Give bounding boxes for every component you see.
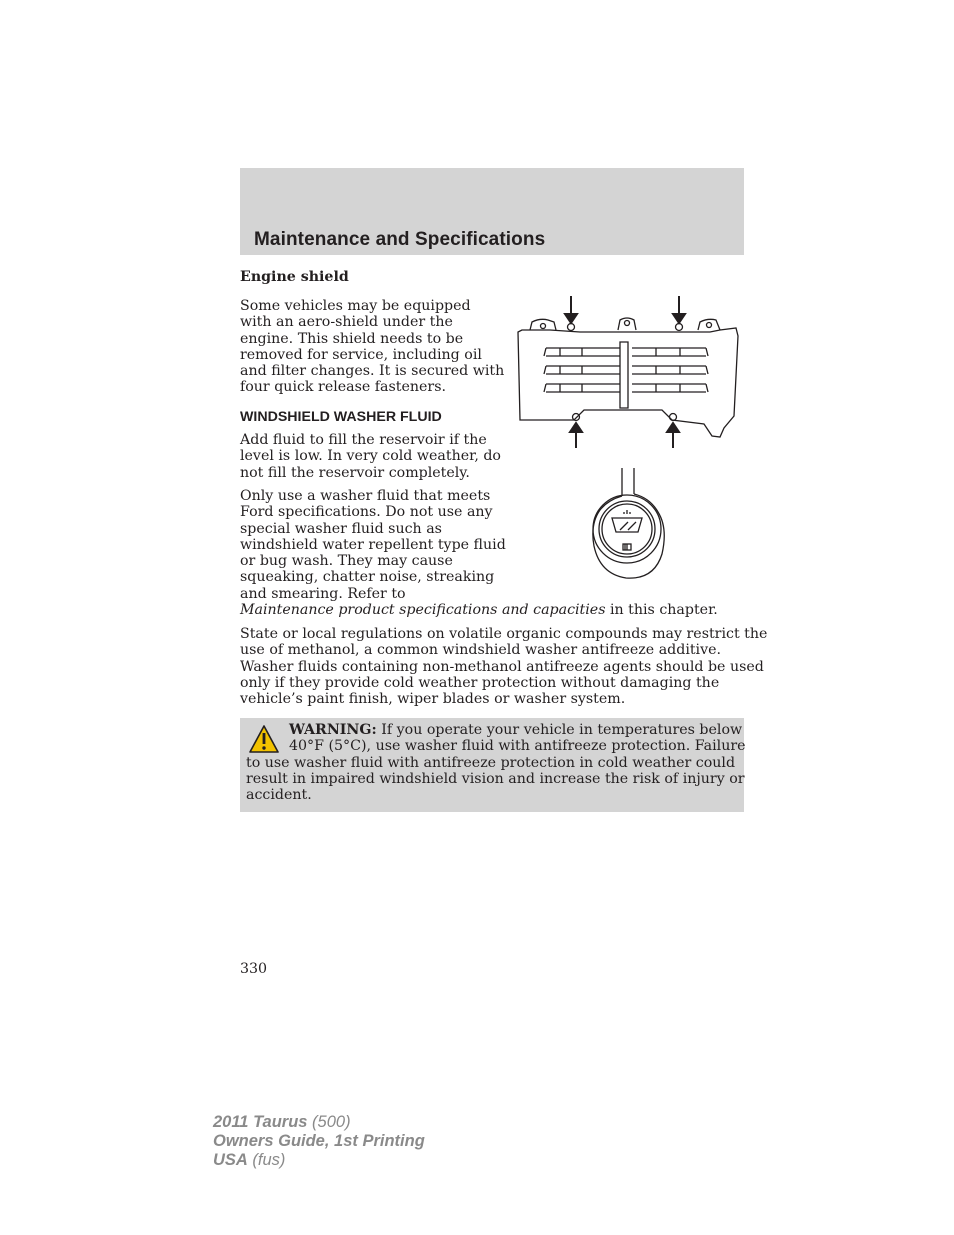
paragraph-line: Only use a washer fluid that meets	[240, 488, 491, 504]
washer-paragraph-3	[240, 626, 767, 707]
warning-line	[246, 722, 746, 738]
footer-market: USA	[213, 1151, 248, 1169]
footer-model: 2011 Taurus	[213, 1113, 308, 1131]
warning-line: result in impaired windshield vision and increase the risk of injury or	[246, 770, 745, 787]
paragraph-line: four quick release fasteners.	[240, 379, 446, 396]
paragraph-line: only if they provide cold weather protection without damaging the	[240, 674, 720, 691]
warning-line-text: If you operate your vehicle in temperatures below	[381, 722, 743, 738]
document-footer	[213, 1113, 425, 1170]
paragraph-line: squeaking, chatter noise, streaking	[240, 569, 495, 586]
paragraph-line: with an aero-shield under the	[240, 314, 453, 331]
paragraph-line: not fill the reservoir completely.	[240, 464, 470, 481]
paragraph-line: Some vehicles may be equipped	[240, 298, 471, 314]
engine-shield-heading: Engine shield	[240, 269, 349, 285]
paragraph-line: vehicle’s paint finish, wiper blades or washer system.	[240, 691, 626, 708]
section-header-band	[240, 168, 744, 255]
footer-market-code: (fus)	[247, 1151, 286, 1169]
paragraph-line: and smearing. Refer to	[240, 585, 406, 602]
paragraph-line: or bug wash. They may cause	[240, 553, 453, 570]
warning-text	[246, 722, 746, 803]
warning-box	[240, 718, 744, 812]
engine-shield-illustration	[510, 292, 746, 452]
reference-tail: in this chapter.	[610, 602, 718, 619]
paragraph-line: engine. This shield needs to be	[240, 330, 464, 347]
paragraph-line: removed for service, including oil	[240, 346, 482, 363]
paragraph-line: Add fluid to fill the reservoir if the	[240, 432, 487, 448]
warning-line: 40°F (5°C), use washer fluid with antifreeze protection. Failure	[289, 738, 746, 755]
warning-line: to use washer fluid with antifreeze protection in cold weather could	[246, 754, 736, 771]
paragraph-line: windshield water repellent type fluid	[240, 536, 506, 553]
paragraph-line	[240, 602, 718, 618]
paragraph-line: Ford specifications. Do not use any	[240, 504, 493, 521]
washer-paragraph-1	[240, 432, 501, 481]
engine-shield-paragraph	[240, 298, 504, 396]
warning-label: WARNING:	[289, 722, 377, 738]
footer-printing: Owners Guide, 1st Printing	[213, 1132, 425, 1150]
paragraph-line: use of methanol, a common windshield washer antifreeze additive.	[240, 642, 722, 659]
footer-line	[213, 1132, 425, 1151]
washer-fluid-heading: WINDSHIELD WASHER FLUID	[240, 409, 442, 425]
paragraph-line: level is low. In very cold weather, do	[240, 448, 501, 465]
footer-line	[213, 1151, 425, 1170]
footer-model-code: (500)	[307, 1113, 351, 1131]
washer-reservoir-cap-illustration	[588, 466, 672, 582]
warning-line: accident.	[246, 787, 312, 804]
page-number: 330	[240, 961, 268, 977]
chapter-reference: Maintenance product specifications and capacities	[240, 602, 606, 619]
footer-line	[213, 1113, 425, 1132]
paragraph-line: Washer fluids containing non-methanol antifreeze agents should be used	[240, 658, 764, 675]
paragraph-line: and filter changes. It is secured with	[240, 363, 505, 380]
section-title: Maintenance and Specifications	[254, 229, 546, 250]
paragraph-line: special washer fluid such as	[240, 520, 442, 537]
paragraph-line: State or local regulations on volatile organic compounds may restrict the	[240, 626, 768, 642]
